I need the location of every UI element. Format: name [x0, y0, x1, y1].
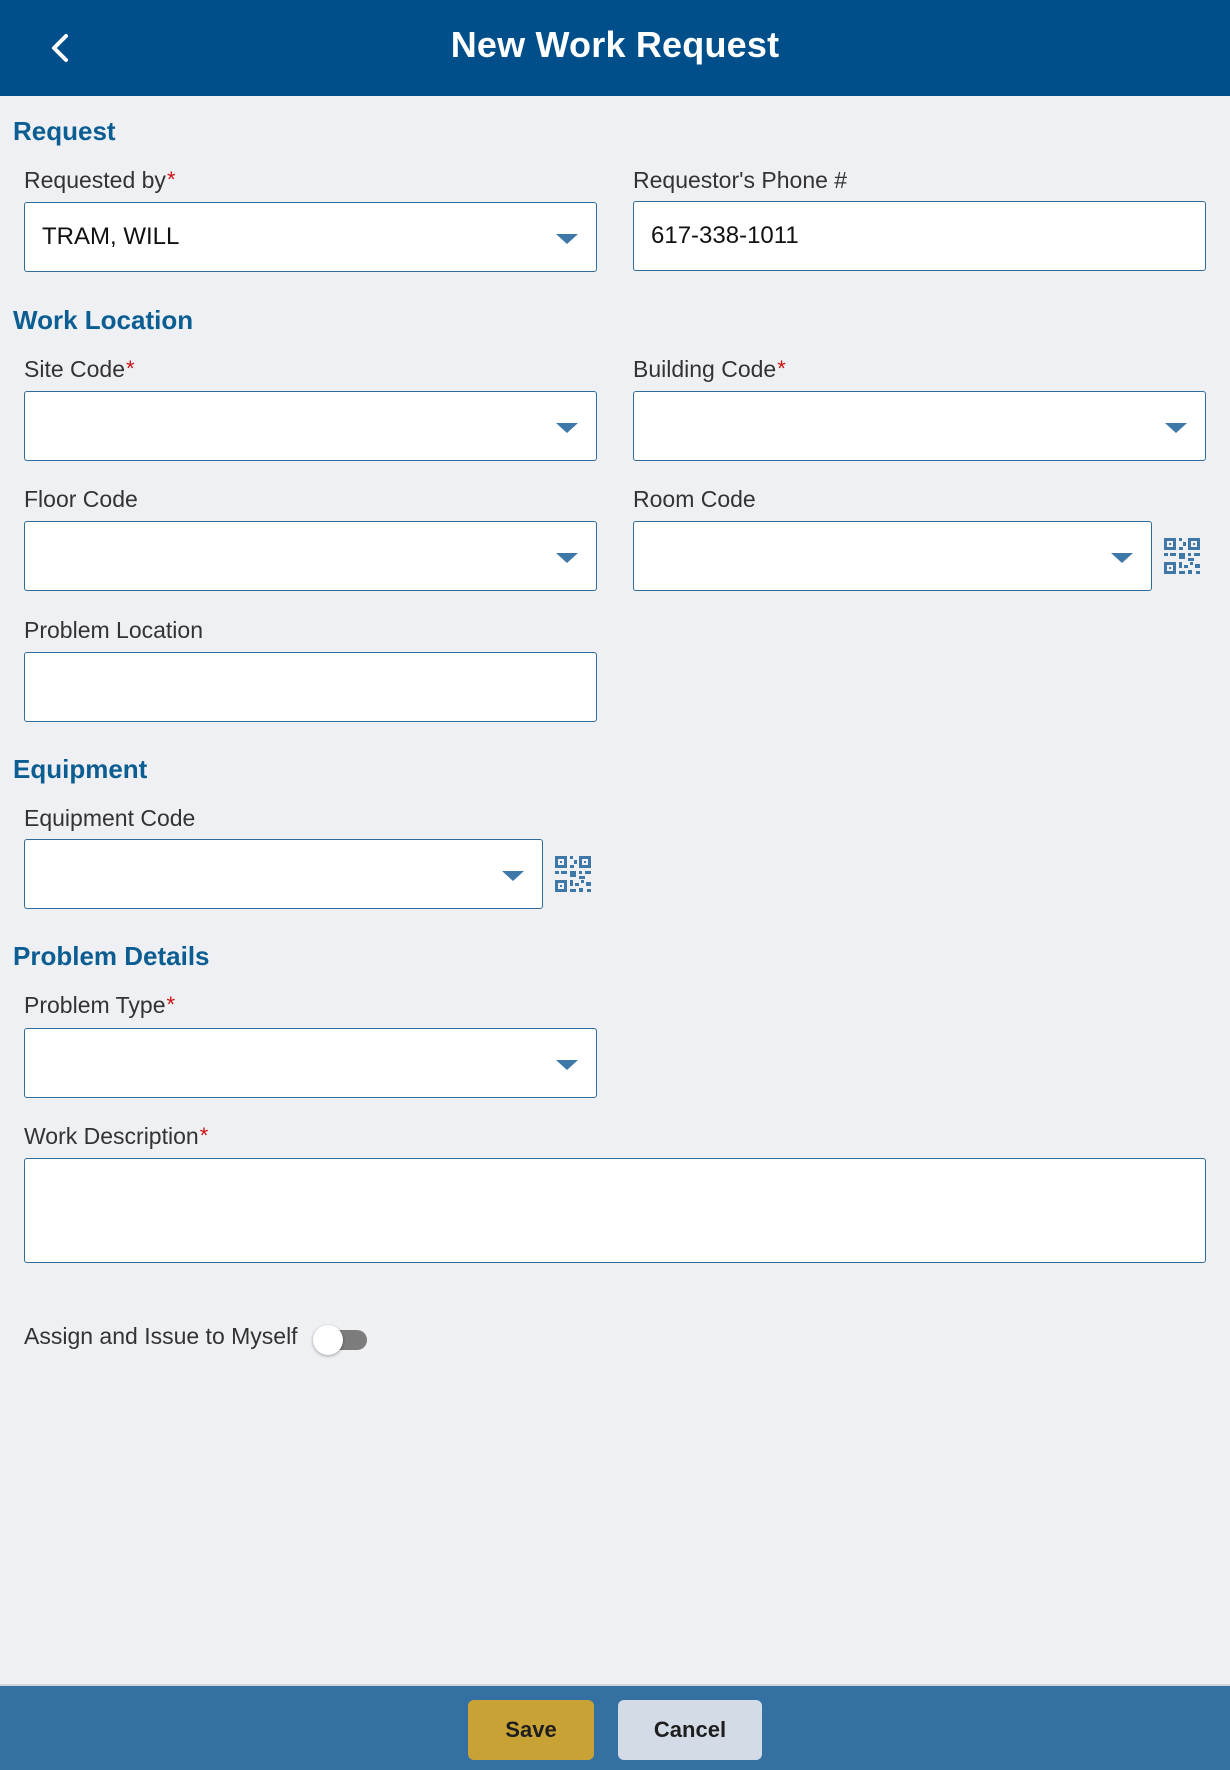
- caret-down-icon: [556, 234, 578, 244]
- work-description-label-text: Work Description: [24, 1123, 199, 1149]
- toggle-knob: [313, 1325, 343, 1355]
- caret-down-icon: [556, 423, 578, 433]
- equipment-code-qr-scan-icon[interactable]: [554, 855, 592, 893]
- equipment-code-label: Equipment Code: [24, 805, 196, 831]
- requestor-phone-input[interactable]: [633, 201, 1206, 271]
- requested-by-label-text: Requested by: [24, 167, 166, 193]
- caret-down-icon: [556, 1060, 578, 1070]
- work-description-textarea[interactable]: [24, 1158, 1206, 1263]
- assign-to-myself-label: Assign and Issue to Myself: [24, 1323, 298, 1349]
- required-star: *: [777, 356, 786, 381]
- room-code-select[interactable]: [633, 521, 1152, 591]
- qr-code-icon: [1163, 537, 1201, 575]
- header-bar: [0, 0, 1230, 96]
- requestor-phone-label: Requestor's Phone #: [633, 167, 848, 193]
- room-code-qr-scan-icon[interactable]: [1163, 537, 1201, 575]
- problem-type-label: [24, 992, 175, 1019]
- required-star: *: [166, 167, 176, 192]
- footer-bar: [0, 1684, 1230, 1770]
- requested-by-select[interactable]: [24, 202, 597, 272]
- problem-type-select[interactable]: [24, 1028, 597, 1098]
- floor-code-select[interactable]: [24, 521, 597, 591]
- section-work-location: Work Location: [13, 305, 194, 335]
- problem-location-input[interactable]: [24, 652, 597, 722]
- caret-down-icon: [1111, 553, 1133, 563]
- save-button[interactable]: Save: [468, 1700, 594, 1760]
- requested-by-label: [24, 167, 176, 194]
- site-code-label-text: Site Code: [24, 356, 126, 382]
- caret-down-icon: [502, 871, 524, 881]
- problem-location-label: Problem Location: [24, 617, 203, 643]
- site-code-select[interactable]: [24, 391, 597, 461]
- section-request: Request: [13, 116, 116, 146]
- requested-by-value: TRAM, WILL: [42, 223, 180, 250]
- work-description-label: [24, 1123, 208, 1150]
- requestor-phone-value: 617-338-1011: [651, 222, 799, 249]
- room-code-label: Room Code: [633, 486, 756, 512]
- problem-type-label-text: Problem Type: [24, 992, 166, 1018]
- site-code-label: [24, 356, 135, 383]
- caret-down-icon: [556, 553, 578, 563]
- section-problem-details: Problem Details: [13, 941, 210, 971]
- floor-code-label: Floor Code: [24, 486, 138, 512]
- caret-down-icon: [1165, 423, 1187, 433]
- building-code-label-text: Building Code: [633, 356, 777, 382]
- required-star: *: [126, 356, 135, 381]
- cancel-button[interactable]: Cancel: [618, 1700, 762, 1760]
- building-code-select[interactable]: [633, 391, 1206, 461]
- required-star: *: [166, 992, 176, 1017]
- assign-to-myself-toggle[interactable]: [313, 1325, 369, 1355]
- section-equipment: Equipment: [13, 754, 148, 784]
- equipment-code-select[interactable]: [24, 839, 543, 909]
- required-star: *: [199, 1123, 209, 1148]
- qr-code-icon: [554, 855, 592, 893]
- page-title: New Work Request: [450, 24, 780, 65]
- building-code-label: [633, 356, 786, 383]
